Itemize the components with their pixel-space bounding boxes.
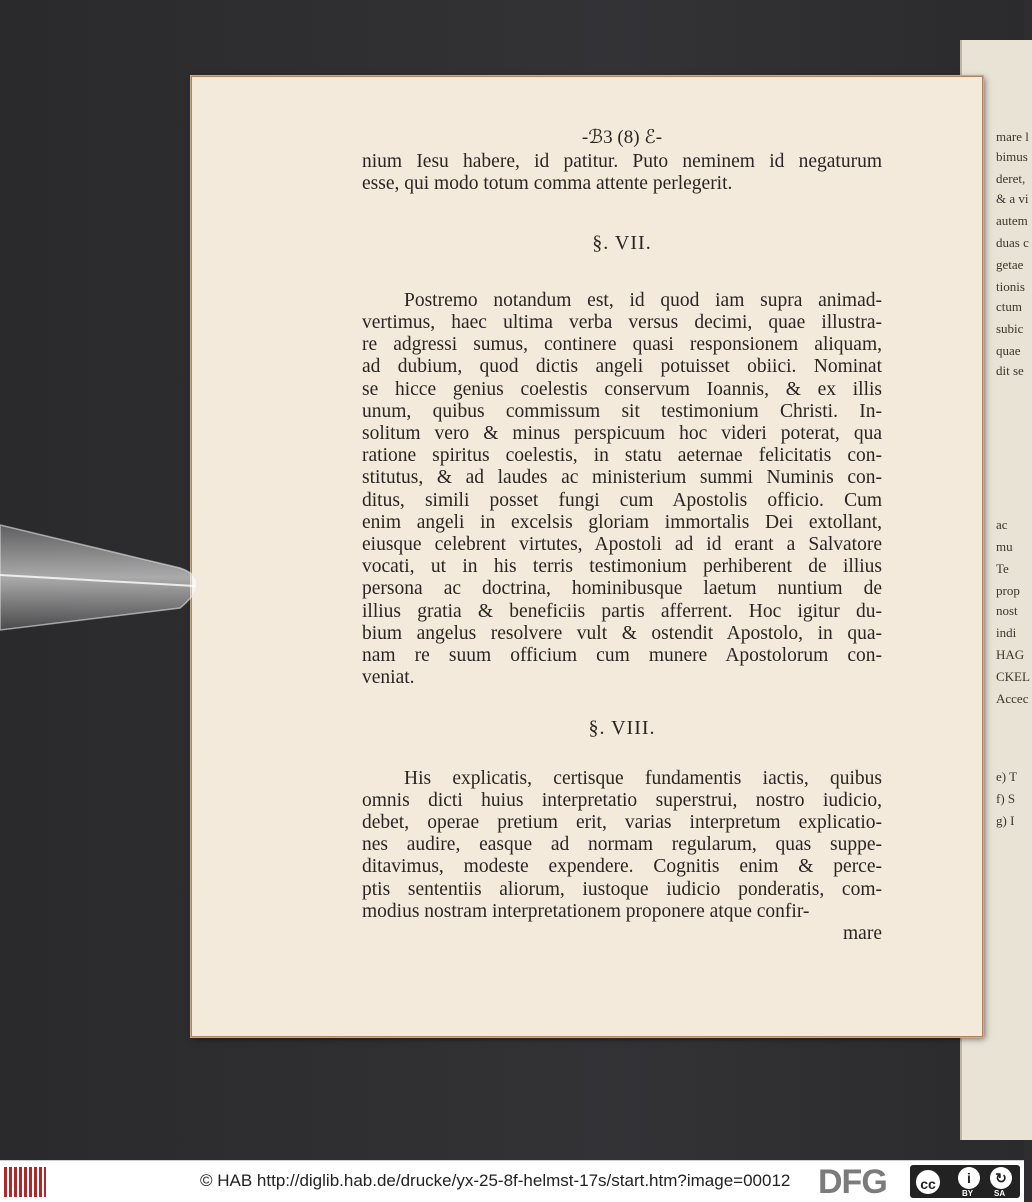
next-page-fragment: quae — [996, 343, 1021, 358]
text-line: persona ac doctrina, hominibusque laetum nuntium de — [362, 578, 882, 600]
catchword: mare — [843, 923, 882, 945]
by-person-icon: i — [958, 1167, 980, 1189]
next-page-fragment: getae — [996, 257, 1024, 272]
text-line: ditavimus, modeste expendere. Cognitis enim & perce- — [362, 856, 882, 878]
page-text — [362, 127, 882, 945]
barcode-logo-icon — [4, 1167, 46, 1197]
next-page-fragment: f) S — [996, 791, 1016, 806]
next-page-fragment: Accec — [996, 691, 1029, 706]
text-line: solitum vero & minus perspicuum hoc videri poterat, qua — [362, 423, 882, 445]
dfg-logo: DFG — [818, 1163, 887, 1201]
next-page-fragment: g) I — [996, 813, 1015, 828]
viewer-footer — [0, 1160, 1024, 1202]
sa-label: SA — [994, 1189, 1006, 1198]
next-page-fragment: Te — [996, 561, 1009, 576]
next-page-fragment: bimus — [996, 149, 1028, 164]
next-page-fragment: HAG — [996, 647, 1025, 662]
next-page-fragment: mare l — [996, 129, 1029, 144]
text-line: illius gratia & beneficiis partis afferrent. Hoc igitur du- — [362, 600, 882, 622]
text-line: stitutus, & ad laudes ac ministerium summi Numinis con- — [362, 467, 882, 489]
next-page-fragment: & a vi — [996, 191, 1029, 206]
text-line: nam re suum officium cum munere Apostolorum con- — [362, 645, 882, 667]
text-line: ptis sententiis aliorum, iustoque iudicio ponderatis, com- — [362, 878, 882, 900]
text-line: debet, operae pretium erit, varias interpretum explicatio- — [362, 812, 882, 834]
next-page-fragment: nost — [996, 603, 1018, 618]
text-line: nium Iesu habere, id patitur. Puto neminem id negaturum — [362, 151, 882, 173]
next-page-fragment: e) T — [996, 769, 1018, 784]
next-page-fragment: indi — [996, 625, 1017, 640]
paragraph-7 — [362, 290, 882, 690]
text-line: se hicce genius coelestis conservum Ioannis, & ex illis — [362, 378, 882, 400]
text-line: bium angelus resolvere vult & ostendit Apostolo, in qua- — [362, 622, 882, 644]
text-line: vocati, ut in his terris testimonium perhiberent de illius — [362, 556, 882, 578]
next-page-fragment: deret, — [996, 171, 1026, 186]
page-header: -ℬ3 (8) ℰ- — [581, 127, 663, 148]
next-page-fragment: mu — [996, 539, 1013, 554]
next-page-fragment: duas c — [996, 235, 1029, 250]
glass-pointer-icon — [0, 520, 215, 640]
next-page-fragment: dit se — [996, 363, 1024, 378]
next-page-fragment: ctum — [996, 299, 1022, 314]
text-line: re adgressi sumus, continere quasi responsionem aliquam, — [362, 334, 882, 356]
next-page-fragment: ac — [996, 517, 1008, 532]
book-page — [191, 76, 983, 1037]
cc-icon: cc — [914, 1168, 942, 1196]
text-line: enim angeli in excelsis gloriam immortalis Dei extollant, — [362, 511, 882, 533]
text-line: unum, quibus commissum sit testimonium Christi. In- — [362, 400, 882, 422]
copyright-link[interactable]: © HAB http://diglib.hab.de/drucke/yx-25-8f-helmst-17s/start.htm?image=00012 — [200, 1171, 791, 1190]
next-page-fragment: subic — [996, 321, 1024, 336]
text-line: His explicatis, certisque fundamentis iactis, quibus — [404, 767, 882, 789]
text-line: veniat. — [362, 667, 415, 689]
text-line: modius nostram interpretationem proponere atque confir- — [362, 900, 810, 922]
section-heading-7: §. VII. — [592, 231, 652, 254]
section-heading-8: §. VIII. — [588, 717, 656, 740]
next-page-fragment: CKEL — [996, 669, 1030, 684]
text-line: nes audire, easque ad normam regularum, quas suppe- — [362, 834, 882, 856]
text-line: Postremo notandum est, id quod iam supra animad- — [404, 289, 882, 311]
text-line: eiusque celebrent virtutes, Apostoli ad id erant a Salvatore — [362, 534, 882, 556]
next-page-fragment: tionis — [996, 279, 1025, 294]
next-page-fragment: autem — [996, 213, 1028, 228]
cc-license-badge[interactable] — [910, 1165, 1020, 1198]
text-line: ratione spiritus coelestis, in statu aeternae felicitatis con- — [362, 445, 882, 467]
paragraph-8 — [362, 768, 882, 923]
next-page-fragment: prop — [996, 583, 1020, 598]
text-line: omnis dicti huius interpretatio superstrui, nostro iudicio, — [362, 789, 882, 811]
text-line: esse, qui modo totum comma attente perlegerit. — [362, 173, 733, 195]
text-line: ad dubium, quod dictis angeli potuisset obiici. Nominat — [362, 356, 882, 378]
sa-share-icon: ↻ — [990, 1167, 1012, 1189]
by-label: BY — [962, 1189, 974, 1198]
text-line: vertimus, haec ultima verba versus decimi, quae illustra- — [362, 312, 882, 334]
text-line: ditus, simili posset fungi cum Apostolis officio. Cum — [362, 489, 882, 511]
